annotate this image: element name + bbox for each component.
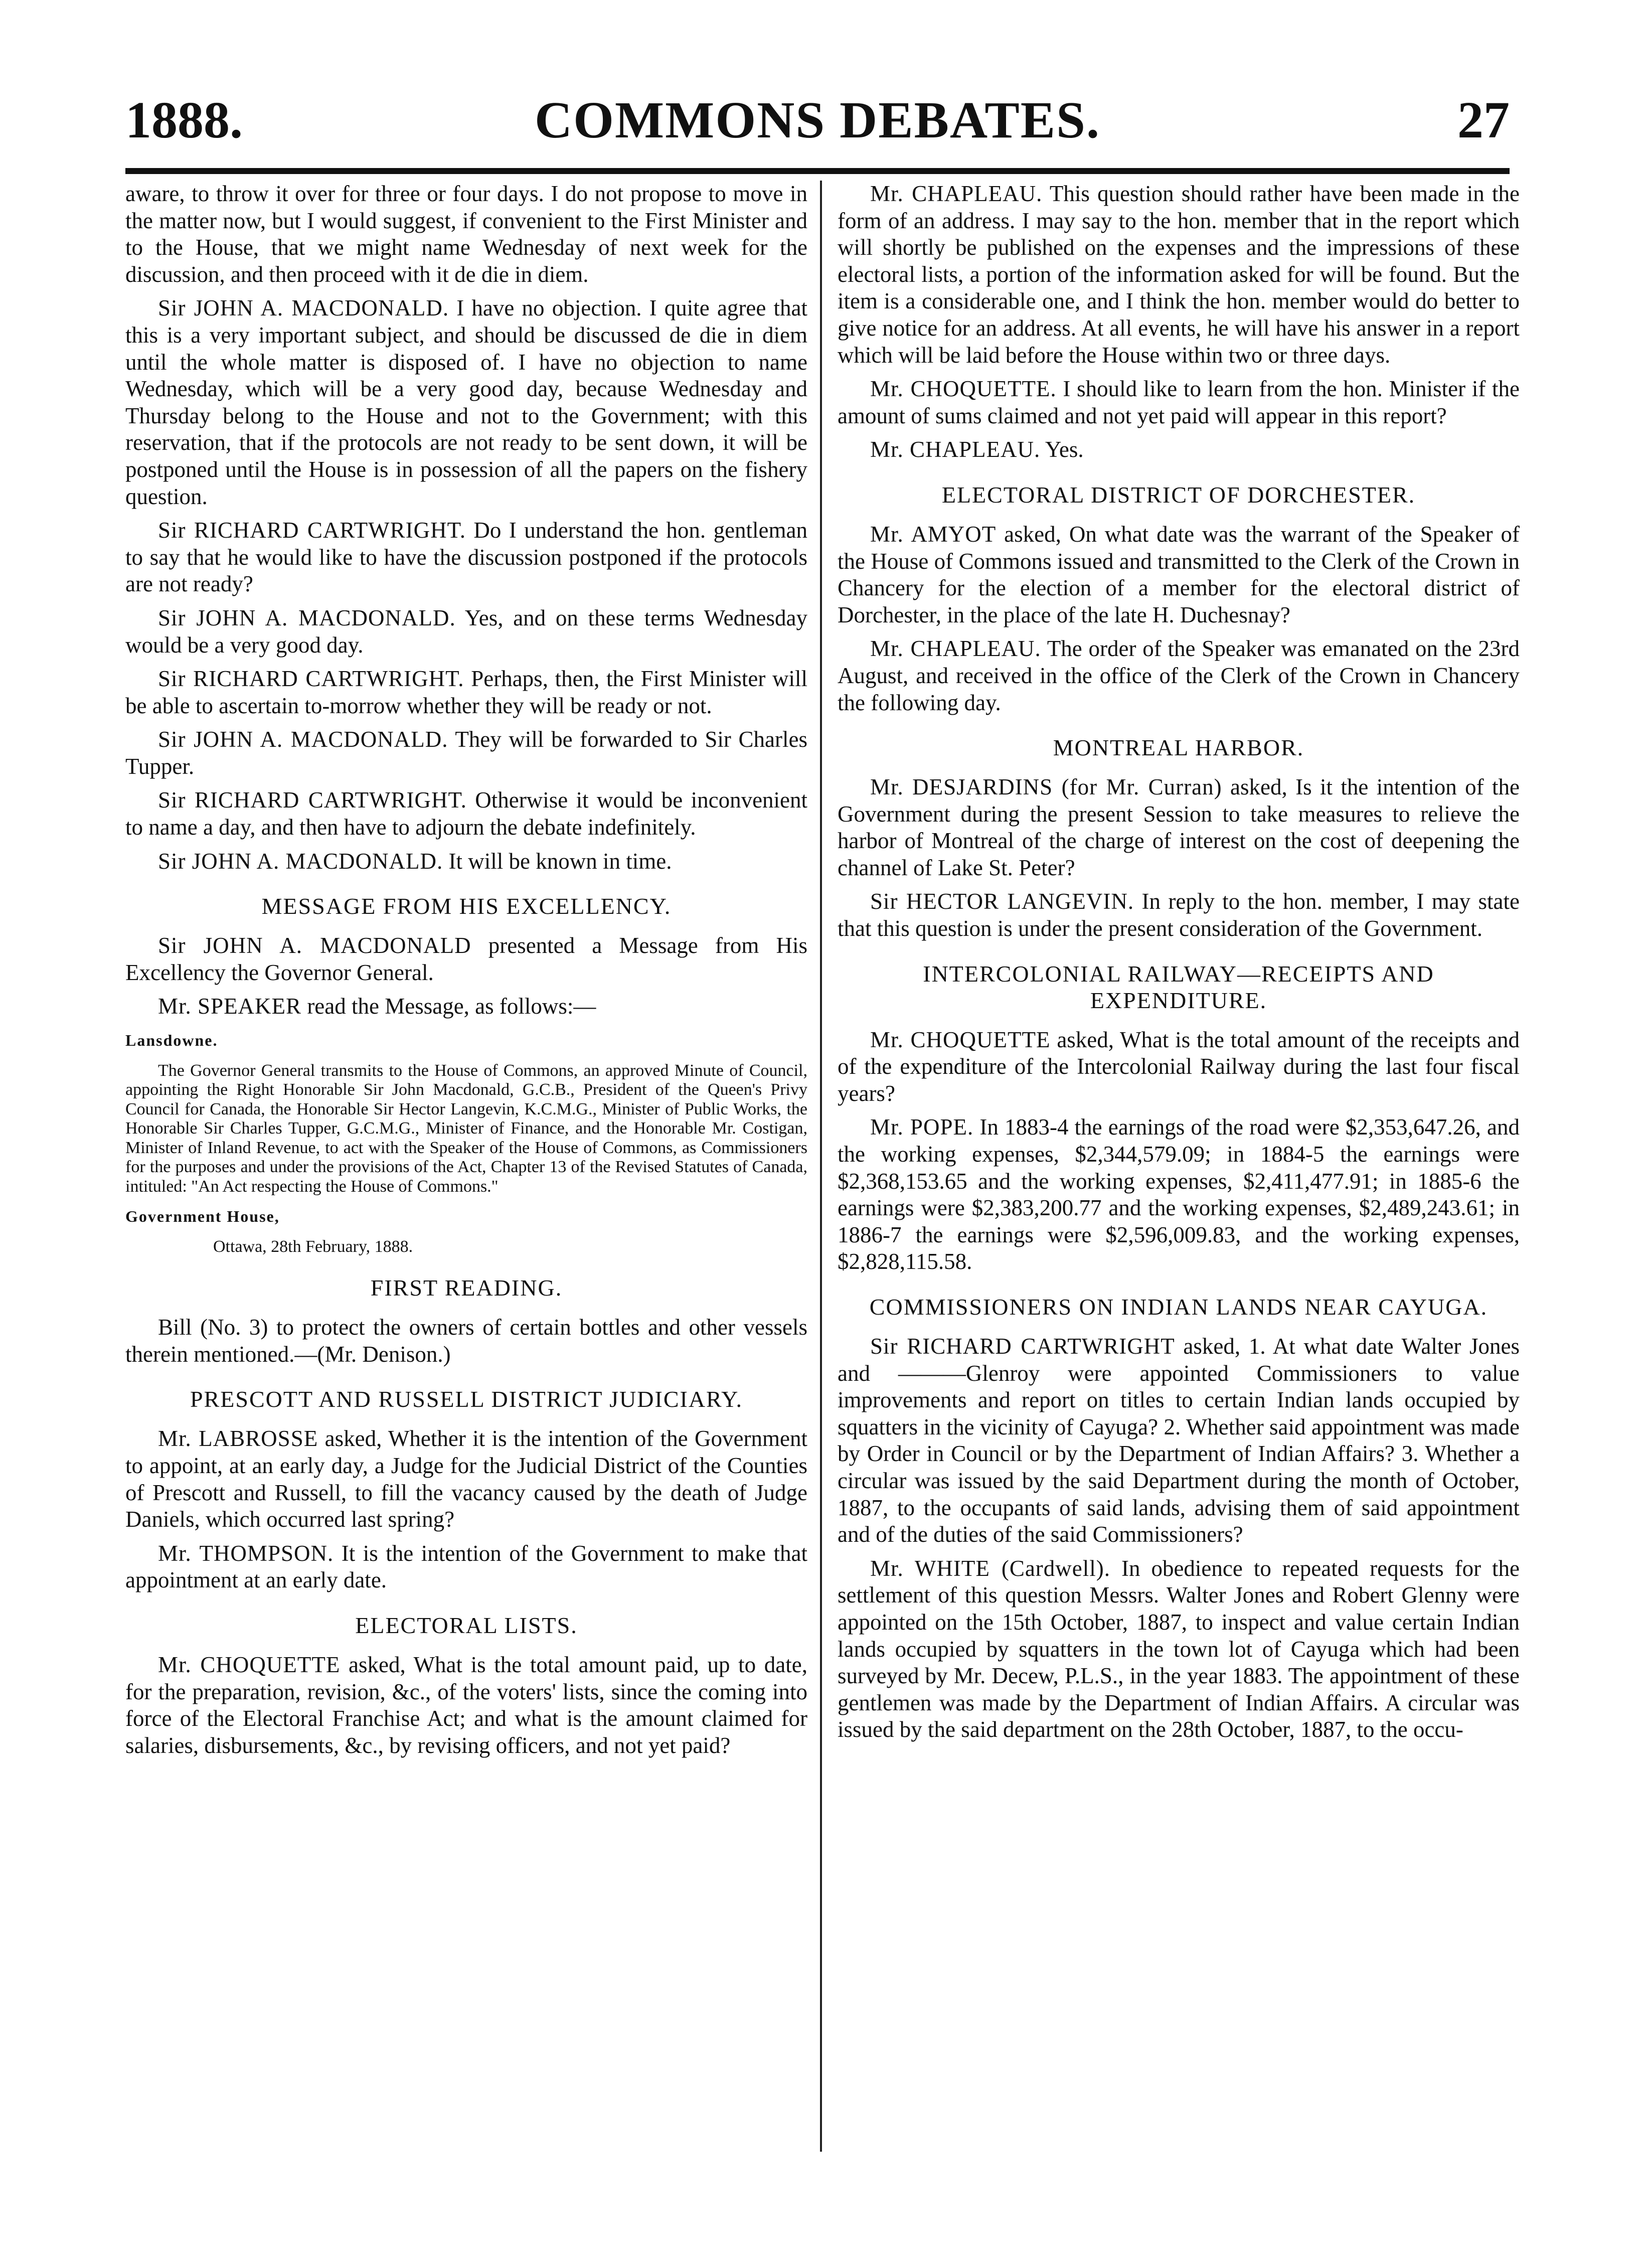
speech-text: In 1883-4 the earnings of the road were $2,353,647.26, and the working expenses, $2,344,579.09; in 1884-5 the earnings were $2,368,153.65 and the working expenses, $2,411,477.91; in 1885-6 the earnings were $2,383,200.77 and the working expenses, $2,489,243.61; in 1886-7 the earnings were $2,596,009.83, and the working expenses, $2,828,115.58. [838,1114,1520,1274]
speaker-name: Sir JOHN A. MACDONALD. [158,727,448,752]
paragraph [125,932,807,986]
speaker-name: Mr. AMYOT [870,521,997,547]
page-number: 27 [1457,91,1510,149]
speaker-name: Mr. SPEAKER [158,994,302,1019]
paragraph [838,1114,1520,1275]
speech-text: asked, Whether it is the intention of the Government to appoint, at an early day, a Judge for the Judicial District of the Counties of Prescott and Russell, to fill the vacancy caused by the death of Judge Daniels, which occurred last spring? [125,1426,807,1532]
speech-text: I have no objection. I quite agree that this is a very important subject, and should be discussed de die in diem until the whole matter is disposed of. I have no objection to name Wednesday, which will be a very good day, because Wednesday and Thursday belong to the House and not to the Government; with this reservation, that if the protocols are not ready to be sent down, it will be postponed until the House is in possession of all the papers on the fishery question. [125,295,807,509]
speech-text: asked, What is the total amount paid, up to date, for the preparation, revision, &c., of the voters' lists, since the coming into force of the Electoral Franchise Act; and what is the amount claimed for salaries, disbursements, &c., by revising officers, and not yet paid? [125,1652,807,1758]
section-heading: PRESCOTT AND RUSSELL DISTRICT JUDICIARY. [190,1386,743,1412]
speaker-name: Mr. CHAPLEAU. [870,437,1041,462]
speaker-name: Sir JOHN A. MACDONALD [158,933,471,958]
speech-text: asked, 1. At what date Walter Jones and ———Glenroy were appointed Commissioners to value improvements and report on titles to certain Indian lands occupied by squatters in the vicinity of Cayuga? 2. Whether said appointment was made by Order in Council or by the Department of Indian Affairs? 3. Whether a circular was issued by the said Department during the month of October, 1887, to the occupants of said lands, advising them of said appointment and of the duties of the said Commissioners? [838,1334,1520,1547]
section-heading: MESSAGE FROM HIS EXCELLENCY. [261,893,672,919]
paragraph [125,666,807,719]
speaker-name: Mr. POPE. [870,1114,974,1140]
paragraph [125,1540,807,1594]
speaker-name: Sir RICHARD CARTWRIGHT. [158,787,467,813]
speaker-name: Mr. CHOQUETTE [870,1027,1051,1052]
paragraph [838,1333,1520,1548]
paragraph [125,605,807,659]
paragraph [838,376,1520,429]
speaker-name: Mr. LABROSSE [158,1426,318,1452]
paragraph [125,1425,807,1533]
paragraph [125,787,807,841]
speaker-name: Mr. CHOQUETTE [158,1652,341,1677]
speaker-name: Mr. CHOQUETTE. [870,376,1057,402]
paragraph [838,635,1520,716]
speech-text: Yes. [1045,437,1084,462]
paragraph [838,888,1520,942]
message-date: Ottawa, 28th February, 1888. [213,1237,413,1256]
speech-text: The order of the Speaker was emanated on the 23rd August, and received in the office of the Clerk of the Crown in Chancery the following day. [838,636,1520,715]
paragraph: aware, to throw it over for three or four days. I do not propose to move in the matter now, but I would suggest, if convenient to the First Minister and to the House, that we might name Wednesday of next week for the discussion, and then proceed with it de die in diem. [125,181,807,287]
header-rule [125,168,1510,174]
section-heading: ELECTORAL DISTRICT OF DORCHESTER. [941,481,1416,508]
speech-text: This question should rather have been made in the form of an address. I may say to the hon. member that in the report which will shortly be published on the expenses and the impressions of these electoral lists, a portion of the information asked for will be found. But the item is a considerable one, and I think the hon. member would do better to give notice for an address. At all events, he will have his answer in a report which will be laid before the House within two or three days. [838,181,1520,368]
speech-text: It is the intention of the Government to make that appointment at an early date. [125,1540,807,1593]
speech-text: read the Message, as follows:— [307,994,596,1019]
speaker-name: Sir RICHARD CARTWRIGHT [870,1334,1175,1359]
speaker-name: Sir JOHN A. MACDONALD. [158,848,443,874]
speaker-name: Mr. THOMPSON. [158,1540,334,1566]
speech-text: presented a Message from His Excellency the Governor General. [125,933,807,985]
speech-text: Otherwise it would be inconvenient to name a day, and then have to adjourn the debate indefinitely. [125,787,808,840]
paragraph [125,993,807,1020]
section-heading: INTERCOLONIAL RAILWAY—RECEIPTS AND EXPENDITURE. [923,960,1434,1013]
speaker-name: Mr. CHAPLEAU. [870,636,1041,662]
section-heading: ELECTORAL LISTS. [355,1612,578,1638]
speaker-name: Sir JOHN A. MACDONALD. [158,295,449,321]
right-column [838,181,1520,1750]
speech-text: Perhaps, then, the First Minister will be able to ascertain to-morrow whether they will be ready or not. [125,666,807,718]
speaker-name: Sir HECTOR LANGEVIN. [870,889,1134,914]
paragraph [838,181,1520,369]
paragraph [125,1652,807,1759]
paragraph [125,726,807,780]
paragraph [838,1027,1520,1107]
section-heading: FIRST READING. [370,1275,563,1301]
column-divider [820,181,822,2152]
section-heading: COMMISSIONERS ON INDIAN LANDS NEAR CAYUGA. [869,1294,1488,1320]
message-place: Government House, [125,1207,280,1226]
speaker-name: Sir RICHARD CARTWRIGHT. [158,666,464,692]
speech-text: They will be forwarded to Sir Charles Tupper. [125,727,807,779]
paragraph [838,774,1520,881]
speech-text: Yes, and on these terms Wednesday would be a very good day. [125,605,807,658]
header-year: 1888. [125,91,243,149]
paragraph [125,295,807,510]
speech-text: In obedience to repeated requests for the settlement of this question Messrs. Walter Jones and Robert Glenny were appointed on the 15th October, 1887, to inspect and value certain Indian lands occupied by squatters in the town lot of Cayuga which had been surveyed by Mr. Decew, P.L.S., in the year 1883. The appointment of these gentlemen was made by the Department of Indian Affairs. A circular was issued by the said department on the 28th October, 1887, to the occu- [838,1555,1520,1742]
paragraph [838,521,1520,628]
speaker-name: Sir JOHN A. MACDONALD. [158,605,456,630]
section-heading: MONTREAL HARBOR. [1053,735,1304,761]
paragraph [125,517,807,598]
paragraph [838,436,1520,463]
speech-text: In reply to the hon. member, I may state that this question is under the present consideration of the Government. [838,889,1520,941]
message-body: The Governor General transmits to the House of Commons, an approved Minute of Council, appointing the Right Honorable Sir John Macdonald, G.C.B., President of the Queen's Privy Council for Canada, the Honorable Sir Hector Langevin, K.C.M.G., Minister of Public Works, the Honorable Sir Charles Tupper, G.C.M.G., Minister of Finance, and the Honorable Mr. Costigan, Minister of Inland Revenue, to act with the Speaker of the House of Commons, as Commissioners for the purposes and under the provisions of the Act, Chapter 13 of the Revised Statutes of Canada, intituled: "An Act respecting the House of Commons." [125,1061,807,1196]
paragraph [125,848,807,875]
speech-text: Do I understand the hon. gentleman to say that he would like to have the discussion postponed if the protocols are not ready? [125,518,807,597]
speaker-name: Mr. WHITE (Cardwell). [870,1555,1111,1581]
paragraph: Bill (No. 3) to protect the owners of certain bottles and other vessels therein mentioned.—(Mr. Denison.) [125,1315,807,1367]
paragraph [838,1555,1520,1743]
page-header [125,90,1510,171]
speaker-name: Sir RICHARD CARTWRIGHT. [158,518,466,543]
message-signature: Lansdowne. [125,1031,218,1050]
publication-title: COMMONS DEBATES. [535,91,1100,149]
speech-text: asked, Is it the intention of the Government during the present Session to take measures to relieve the harbor of Montreal of the charge of interest on the cost of deepening the channel of Lake St. Peter? [838,774,1520,880]
speaker-name: Mr. DESJARDINS (for Mr. Curran) [870,774,1222,800]
speech-text: asked, What is the total amount of the receipts and of the expenditure of the Intercolonial Railway during the last four fiscal years? [838,1027,1520,1106]
speech-text: asked, On what date was the warrant of the Speaker of the House of Commons issued and transmitted to the Clerk of the Crown in Chancery for the election of a member for the electoral district of Dorchester, in the place of the late H. Duchesnay? [838,521,1520,627]
left-column [125,181,807,1766]
speech-text: It will be known in time. [448,848,672,874]
speech-text: I should like to learn from the hon. Minister if the amount of sums claimed and not yet paid will appear in this report? [838,376,1520,428]
speaker-name: Mr. CHAPLEAU. [870,181,1043,206]
